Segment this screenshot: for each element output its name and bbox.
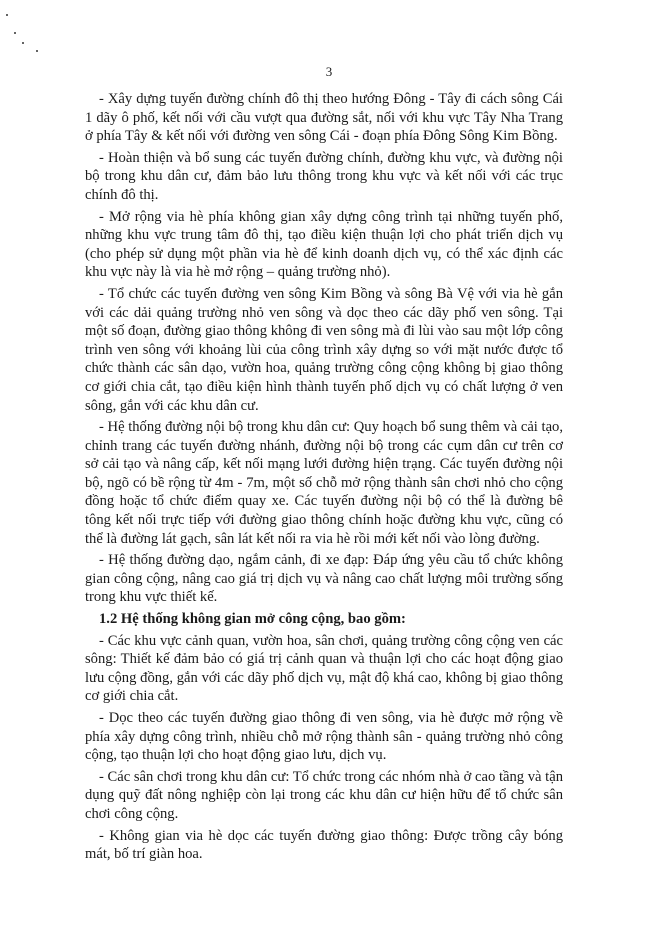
paragraph: - Hệ thống đường nội bộ trong khu dân cư: Quy hoạch bổ sung thêm và cải tạo, chỉnh trang các tuyến đường nhánh, đường nội bộ trong các cụm dân cư trên cơ sở cải tạo và nâng cấp, kết nối mạng lưới đường hiện trạng. Các tuyến đường nội bộ, ngõ có bề rộng từ 4m - 7m, một số chỗ mở rộng thành sân chơi nhỏ cho cộng đồng hoặc tổ chức điểm quay xe. Các tuyến đường nội bộ có thể là đường bê tông kết nối trực tiếp với đường giao thông chính hoặc đường khu vực, cũng có thể là đường lát gạch, sân lát kết nối ra via hè rồi mới kết nối vào lòng đường.: [85, 419, 563, 547]
scan-speckle: [36, 50, 38, 52]
paragraph: - Không gian via hè dọc các tuyến đường giao thông: Được trồng cây bóng mát, bố trí giàn hoa.: [85, 827, 563, 863]
page-number: 3: [325, 64, 333, 79]
scan-speckle: [22, 42, 24, 44]
document-body: [85, 90, 563, 867]
paragraph: - Mở rộng via hè phía không gian xây dựng công trình tại những tuyến phố, những khu vực trung tâm đô thị, tạo điều kiện thuận lợi cho phát triển dịch vụ (cho phép sử dụng một phần via hè để kinh doanh dịch vụ, có thể xác định các khu vực này là via hè mở rộng – quảng trường nhỏ).: [85, 208, 563, 281]
paragraph: - Hoàn thiện và bổ sung các tuyến đường chính, đường khu vực, và đường nội bộ trong khu dân cư, đảm bảo lưu thông trong khu vực và kết nối với các trục chính đô thị.: [85, 149, 563, 203]
section-heading: 1.2 Hệ thống không gian mở công cộng, bao gồm:: [99, 611, 406, 628]
scan-speckle: [6, 14, 8, 16]
paragraph: - Tổ chức các tuyến đường ven sông Kim Bồng và sông Bà Vệ với via hè gắn với các dải quảng trường nhỏ ven sông và dọc theo các dãy phố ven sông. Tại một số đoạn, đường giao thông không đi ven sông mà đi lùi vào sau một lớp công trình ven sông với khoảng lùi của công trình xây dựng so với mặt nước được tổ chức thành các sân dạo, vườn hoa, quảng trường công cộng không bị giao thông cơ giới chia cắt, tạo điều kiện hình thành tuyến phố dịch vụ có chất lượng ở ven sông, gắn với các khu dân cư.: [85, 285, 563, 414]
paragraph: - Xây dựng tuyến đường chính đô thị theo hướng Đông - Tây đi cách sông Cái 1 dãy ô phố, kết nối với cầu vượt qua đường sắt, nối với khu vực Tây Nha Trang ở phía Tây & kết nối với đường ven sông Cái - đoạn phía Đông Sông Kim Bồng.: [85, 91, 563, 145]
paragraph: - Các khu vực cảnh quan, vườn hoa, sân chơi, quảng trường công cộng ven các sông: Thiết kế đảm bảo có giá trị cảnh quan và thuận lợi cho các hoạt động giao lưu cộng đồng, gắn với các dãy phố dịch vụ, mật độ khá cao, không bị giao thông cơ giới chia cắt.: [85, 632, 563, 705]
paragraph: - Hệ thống đường dạo, ngắm cảnh, đi xe đạp: Đáp ứng yêu cầu tổ chức không gian công cộng, nâng cao giá trị dịch vụ và nâng cao chất lượng môi trường sống trong khu vực thiết kế.: [85, 552, 563, 606]
paragraph: - Các sân chơi trong khu dân cư: Tổ chức trong các nhóm nhà ở cao tầng và tận dụng quỹ đất nông nghiệp còn lại trong các khu dân cư hiện hữu để tổ chức sân chơi công cộng.: [85, 768, 563, 822]
scan-speckle: [14, 32, 16, 34]
paragraph: - Dọc theo các tuyến đường giao thông đi ven sông, via hè được mở rộng về phía xây dựng công trình, nhiều chỗ mở rộng thành sân - quảng trường nhỏ công cộng, tạo thuận lợi cho hoạt động giao lưu, dịch vụ.: [85, 710, 563, 764]
